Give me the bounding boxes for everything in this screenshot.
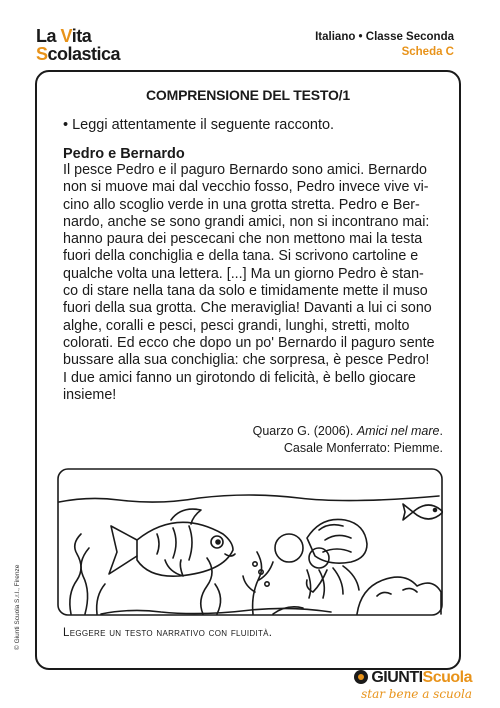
instruction-text: • Leggi attentamente il seguente racconto. [63, 117, 335, 133]
story-line: fuori della conchiglia e della tana. Si scrivono cartoline e [63, 248, 419, 265]
giunti-logo-icon [354, 670, 368, 684]
story-text [63, 162, 443, 404]
publisher-name-suffix: Scuola [422, 669, 472, 686]
copyright-note: © Giunti Scuola S.r.l., Firenze [14, 564, 21, 650]
fish-big-icon [109, 509, 235, 576]
story-line: Il pesce Pedro e il paguro Bernardo sono amici. Bernardo [63, 162, 427, 178]
exercise-card [35, 70, 461, 670]
underwater-illustration [57, 468, 443, 616]
citation-title: Amici nel mare [356, 424, 440, 438]
publisher-logo [354, 669, 472, 701]
citation-period: . [439, 424, 443, 438]
seabed [101, 607, 331, 614]
story-line: nardo, anche se sono grandi amici, non si incontrano mai: [63, 213, 430, 230]
publication-logo [36, 27, 120, 63]
citation-author: Quarzo G. (2006). [252, 424, 357, 438]
story-line: fuori della sua grotta. Che meraviglia! Davanti a lui ci sono [63, 300, 432, 317]
logo-text-ita: ita [71, 26, 92, 46]
logo-text-s: S [36, 44, 48, 64]
story-line: I due amici fanno un girotondo di felicità, è bello giocare [63, 369, 416, 386]
page-title: COMPRENSIONE DEL TESTO/1 [146, 87, 350, 103]
logo-text-la: La [36, 26, 61, 46]
story-title: Pedro e Bernardo [63, 146, 185, 162]
citation [253, 423, 443, 457]
publisher-tagline: star bene a scuola [361, 687, 472, 701]
story-line: insieme! [63, 386, 117, 403]
logo-text-colastica: colastica [47, 44, 121, 64]
story-line: colorati. Ed ecco che dopo un po' Bernardo il paguro sente [63, 334, 435, 351]
seaweed-left [70, 534, 105, 614]
coral-middle [243, 552, 273, 614]
rocks-right [357, 577, 441, 614]
story-line: alghe, coralli e pesci, pesci grandi, lunghi, stretti, molto [63, 317, 410, 334]
story-line: qualche volta una lettera. [...] Ma un giorno Pedro è stan- [63, 265, 424, 282]
water-surface [59, 495, 439, 502]
small-fish-icon [403, 504, 443, 520]
header-meta [315, 31, 454, 58]
learning-objective: Leggere un testo narrativo con fluidità. [63, 627, 273, 639]
sheet-label: Scheda C [401, 46, 454, 58]
citation-publisher: Casale Monferrato: Piemme. [283, 441, 443, 455]
publisher-name: GIUNTI [371, 669, 423, 686]
story-line: bussare alla sua conchiglia: che sorpresa, è pesce Pedro! [63, 352, 430, 369]
story-line: non si muove mai dal vecchio fosso, Pedro invece vive vi- [63, 179, 429, 196]
subject-label: Italiano • Classe Seconda [315, 31, 454, 43]
logo-text-v: V [60, 26, 72, 46]
story-line: hanno paura dei pescecani che non mettono mai la testa [63, 231, 423, 248]
story-line: co di stare nella tana da solo e timidamente mette il muso [63, 283, 428, 300]
hermit-crab-icon [275, 519, 367, 598]
story-line: cino allo scoglio verde in una grotta stretta. Pedro e Ber- [63, 196, 420, 213]
